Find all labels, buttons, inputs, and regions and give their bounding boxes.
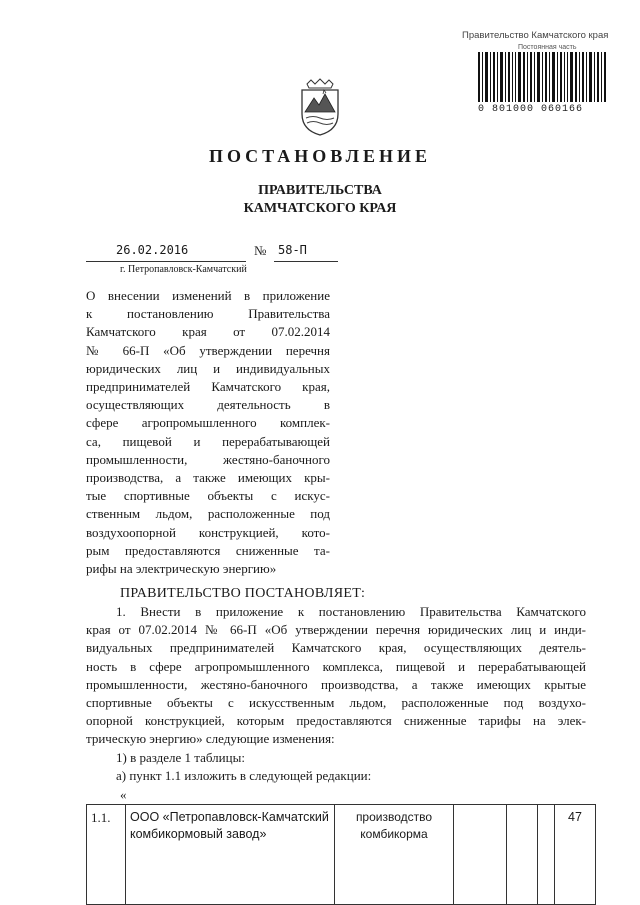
subject-line: рым предоставляются сниженные та- bbox=[86, 542, 330, 558]
body-line: промышленности, жестяно-баночного производства, а также имеющих крытые bbox=[86, 676, 586, 692]
stamp-organization: Правительство Камчатского края bbox=[462, 30, 609, 41]
subject-line: № 66-П «Об утверждении перечня bbox=[86, 342, 330, 358]
activity-cell: производство комбикорма bbox=[335, 805, 454, 905]
subject-line: юридических лиц и индивидуальных bbox=[86, 360, 330, 376]
value-cell: 47 bbox=[555, 805, 596, 905]
document-date: 26.02.2016 bbox=[116, 243, 189, 257]
document-number: 58-П bbox=[278, 243, 307, 257]
document-body bbox=[86, 603, 586, 785]
body-line: трическую энергию» следующие изменения: bbox=[86, 731, 335, 747]
resolution-heading: ПРАВИТЕЛЬСТВО ПОСТАНОВЛЯЕТ: bbox=[120, 586, 366, 601]
issuer-line-2: КАМЧАТСКОГО КРАЯ bbox=[243, 201, 397, 216]
empty-cell bbox=[538, 805, 555, 905]
subject-line: предпринимателей Камчатского края, bbox=[86, 379, 330, 395]
empty-cell bbox=[454, 805, 507, 905]
amendment-table bbox=[86, 804, 596, 905]
barcode-number: 0 801000 060166 bbox=[478, 104, 584, 115]
body-line: 1) в разделе 1 таблицы: bbox=[116, 749, 245, 765]
subject-line: Камчатского края от 07.02.2014 bbox=[86, 324, 330, 340]
table-row bbox=[87, 805, 596, 905]
subject-line: к постановлению Правительства bbox=[86, 306, 330, 322]
subject-line: ственным льдом, расположенные под bbox=[86, 506, 330, 522]
organization-cell: ООО «Петропавловск-Камчатский комбикормовый завод» bbox=[126, 805, 335, 905]
subject-line: производства, а также имеющих кры- bbox=[86, 470, 330, 486]
row-number-cell: 1.1. bbox=[87, 805, 126, 905]
number-sign: № bbox=[254, 243, 267, 258]
body-line: края от 07.02.2014 № 66-П «Об утверждении перечня юридических лиц и инди- bbox=[86, 622, 586, 638]
subject-line: воздухоопорной конструкцией, кото- bbox=[86, 524, 330, 540]
subject-line: осуществляющих деятельность в bbox=[86, 397, 330, 413]
subject-line: сфере агропромышленного комплек- bbox=[86, 415, 330, 431]
date-underline bbox=[86, 261, 246, 262]
opening-quote: « bbox=[120, 787, 127, 802]
body-line: 1. Внести в приложение к постановлению Правительства Камчатского bbox=[116, 604, 586, 619]
subject-line: О внесении изменений в приложение bbox=[86, 288, 330, 303]
subject-line: рифы на электрическую энергию» bbox=[86, 561, 277, 577]
number-underline bbox=[274, 261, 338, 262]
issuer-line-1: ПРАВИТЕЛЬСТВА bbox=[258, 183, 382, 198]
subject-line: тые спортивные объекты с искус- bbox=[86, 488, 330, 504]
document-title: ПОСТАНОВЛЕНИЕ bbox=[208, 146, 432, 166]
body-line: спортивные объекты с искусственным льдом, расположенные под воздухо- bbox=[86, 695, 586, 711]
barcode bbox=[478, 52, 606, 102]
empty-cell bbox=[507, 805, 538, 905]
city-label: г. Петропавловск-Камчатский bbox=[120, 264, 247, 275]
coat-of-arms-emblem bbox=[297, 78, 343, 136]
document-subject bbox=[86, 287, 330, 578]
subject-line: промышленности, жестяно-баночного bbox=[86, 451, 330, 467]
body-line: опорной конструкцией, которым предоставляются сниженные тарифы на элек- bbox=[86, 713, 586, 729]
body-line: видуальных предпринимателей Камчатского края, осуществляющих деятель- bbox=[86, 640, 586, 656]
stamp-part-label: Постоянная часть bbox=[518, 44, 577, 51]
subject-line: са, пищевой и перерабатывающей bbox=[86, 433, 330, 449]
body-line: а) пункт 1.1 изложить в следующей редакции: bbox=[116, 767, 372, 783]
body-line: ность в сфере агропромышленного комплекса, пищевой и перерабатывающей bbox=[86, 658, 586, 674]
